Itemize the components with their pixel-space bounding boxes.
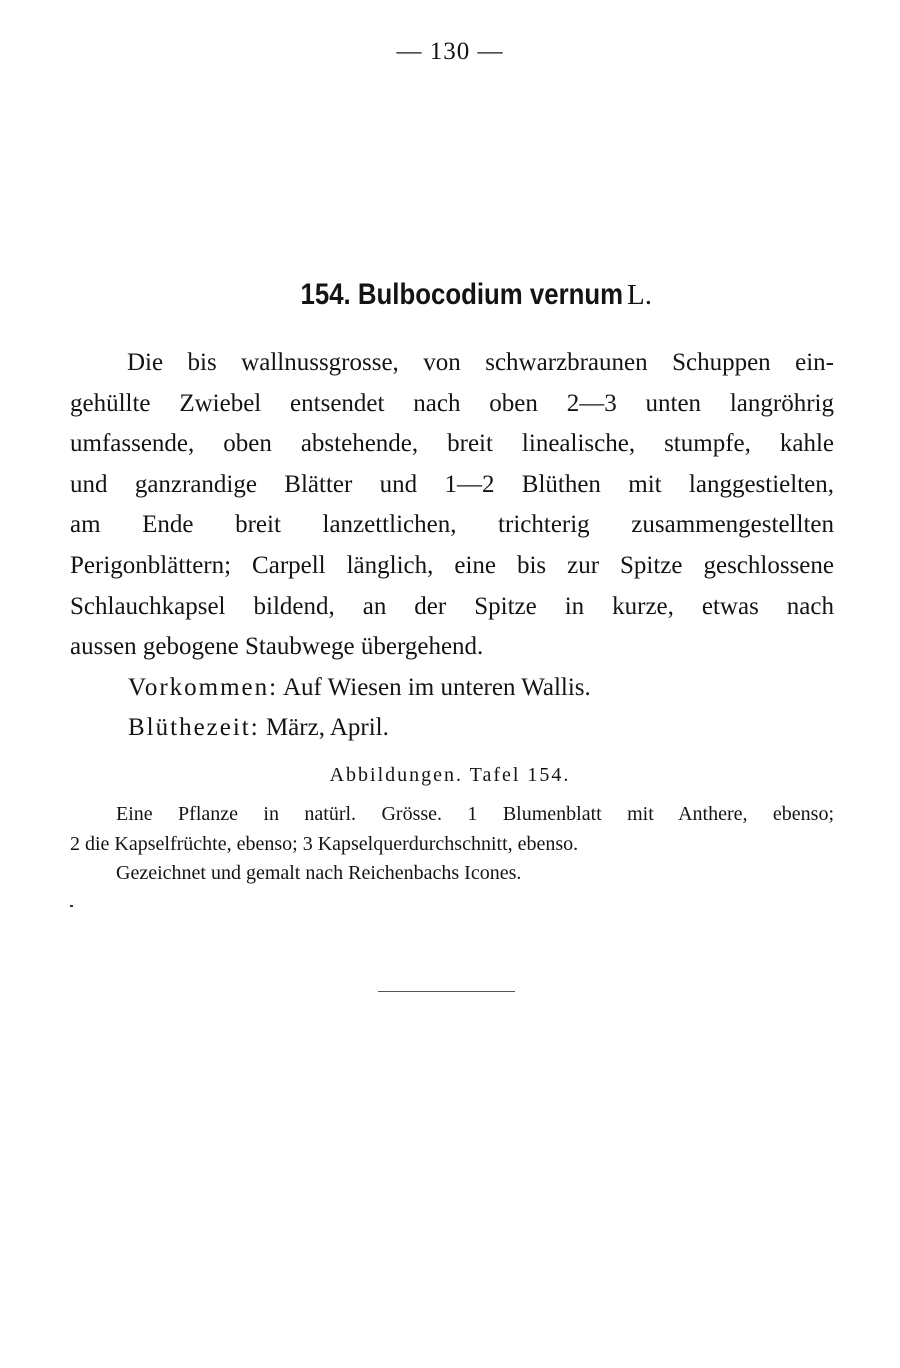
flowering-time bbox=[70, 708, 834, 749]
occurrence-value: Auf Wiesen im unteren Wallis. bbox=[282, 673, 591, 701]
description-line: gehüllte Zwiebel entsendet nach oben 2—3 unten langröhrig bbox=[70, 389, 834, 417]
flowering-label: Blüthezeit: bbox=[128, 714, 260, 742]
entry-heading bbox=[0, 278, 900, 312]
description-line: umfassende, oben abstehende, breit linealische, stumpfe, kahle bbox=[70, 430, 834, 458]
figures-line: Eine Pflanze in natürl. Grösse. 1 Blumenblatt mit Anthere, ebenso; bbox=[116, 803, 834, 825]
description-line: und ganzrandige Blätter und 1—2 Blüthen mit langgestielten, bbox=[70, 470, 834, 498]
section-divider bbox=[378, 991, 515, 992]
figures-title: Abbildungen. Tafel 154. bbox=[329, 764, 571, 786]
figures-line: Gezeichnet und gemalt nach Reichenbachs Icones. bbox=[116, 862, 522, 884]
species-title: 154. Bulbocodium vernum bbox=[300, 278, 624, 311]
print-speck bbox=[70, 905, 73, 907]
description-line: Perigonblättern; Carpell länglich, eine bis zur Spitze geschlossene bbox=[70, 551, 834, 579]
description-line: Schlauchkapsel bildend, an der Spitze in kurze, etwas nach bbox=[70, 592, 834, 620]
occurrence bbox=[70, 668, 834, 709]
description bbox=[70, 343, 834, 749]
description-line: am Ende breit lanzettlichen, trichterig zusammengestellten bbox=[70, 511, 834, 539]
figures-line: 2 die Kapselfrüchte, ebenso; 3 Kapselquerdurchschnitt, ebenso. bbox=[70, 832, 579, 855]
species-author: L. bbox=[627, 279, 653, 311]
flowering-value: März, April. bbox=[265, 714, 389, 742]
page-number: — 130 — bbox=[396, 38, 504, 65]
description-line: Die bis wallnussgrosse, von schwarzbraunen Schuppen ein- bbox=[127, 349, 834, 376]
figures-caption bbox=[70, 800, 834, 889]
description-line: aussen gebogene Staubwege übergehend. bbox=[70, 633, 484, 661]
occurrence-label: Vorkommen: bbox=[128, 673, 279, 701]
